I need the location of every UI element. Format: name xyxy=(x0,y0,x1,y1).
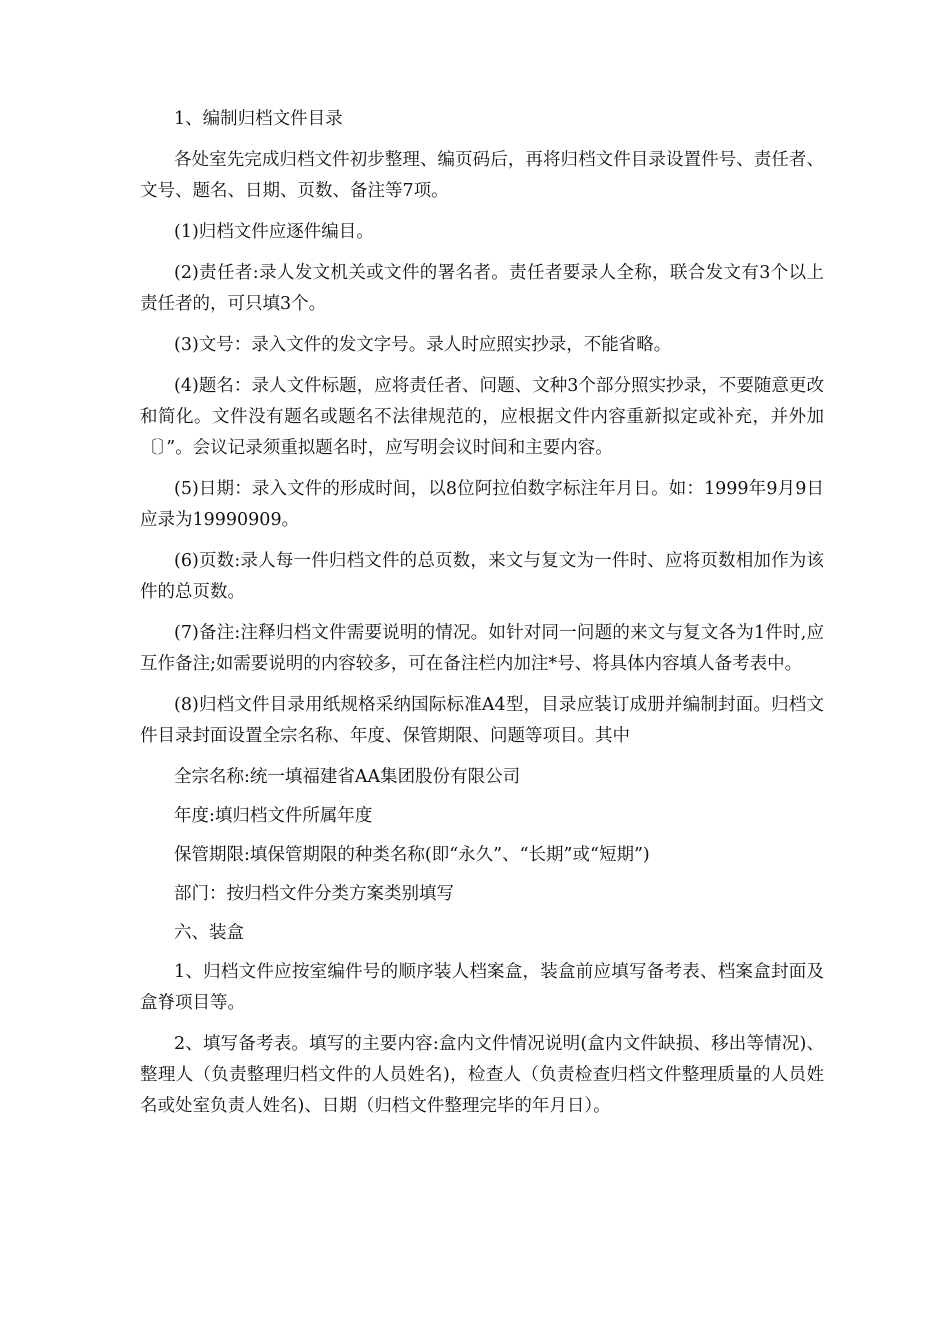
paragraph-item-1: (1)归档文件应逐件编目。 xyxy=(174,222,374,242)
paragraph-item-5: (5)日期：录入文件的形成时间，以8位阿拉伯数字标注年月日。如：1999年9月9日应录为19990909。 xyxy=(140,479,824,530)
heading-boxing: 六、装盒 xyxy=(174,923,244,943)
paragraph-boxing-2: 2、填写备考表。填写的主要内容:盒内文件情况说明(盒内文件缺损、移出等情况)、整理人（负责整理归档文件的人员姓名)，检查人（负责检查归档文件整理质量的人员姓名或处室负责人姓名)、日期（归档文件整理完毕的年月日）。 xyxy=(140,1034,824,1116)
document-page xyxy=(140,104,824,1132)
heading-compile-catalog: 1、编制归档文件目录 xyxy=(174,109,343,129)
paragraph-boxing-1: 1、归档文件应按室编件号的顺序装人档案盒，装盒前应填写备考表、档案盒封面及盒脊项目等。 xyxy=(140,962,824,1013)
paragraph-department: 部门：按归档文件分类方案类别填写 xyxy=(174,884,454,904)
paragraph-item-4: (4)题名：录人文件标题，应将责任者、问题、文种3个部分照实抄录，不要随意更改和简化。文件没有题名或题名不法律规范的，应根据文件内容重新拟定或补充，并外加〔〕”。会议记录须重拟题名时，应写明会议时间和主要内容。 xyxy=(140,376,824,458)
paragraph-item-8: (8)归档文件目录用纸规格采纳国际标准A4型，目录应装订成册并编制封面。归档文件目录封面设置全宗名称、年度、保管期限、问题等项目。其中 xyxy=(140,695,824,746)
paragraph-fonds-name: 全宗名称:统一填福建省AA集团股份有限公司 xyxy=(174,767,521,787)
paragraph-retention-period: 保管期限:填保管期限的种类名称(即“永久”、“长期”或“短期”) xyxy=(174,845,650,865)
paragraph-item-7: (7)备注:注释归档文件需要说明的情况。如针对同一问题的来文与复文各为1件时,应互作备注;如需要说明的内容较多，可在备注栏内加注*号、将具体内容填人备考表中。 xyxy=(140,623,824,674)
paragraph-item-2: (2)责任者:录人发文机关或文件的署名者。责任者要录人全称，联合发文有3个以上责任者的，可只填3个。 xyxy=(140,263,824,314)
paragraph-item-6: (6)页数:录人每一件归档文件的总页数，来文与复文为一件时、应将页数相加作为该件的总页数。 xyxy=(140,551,824,602)
paragraph-item-3: (3)文号：录入文件的发文字号。录人时应照实抄录，不能省略。 xyxy=(174,335,672,355)
paragraph-catalog-items: 各处室先完成归档文件初步整理、编页码后，再将归档文件目录设置件号、责任者、文号、题名、日期、页数、备注等7项。 xyxy=(140,150,824,201)
paragraph-year: 年度:填归档文件所属年度 xyxy=(174,806,373,826)
